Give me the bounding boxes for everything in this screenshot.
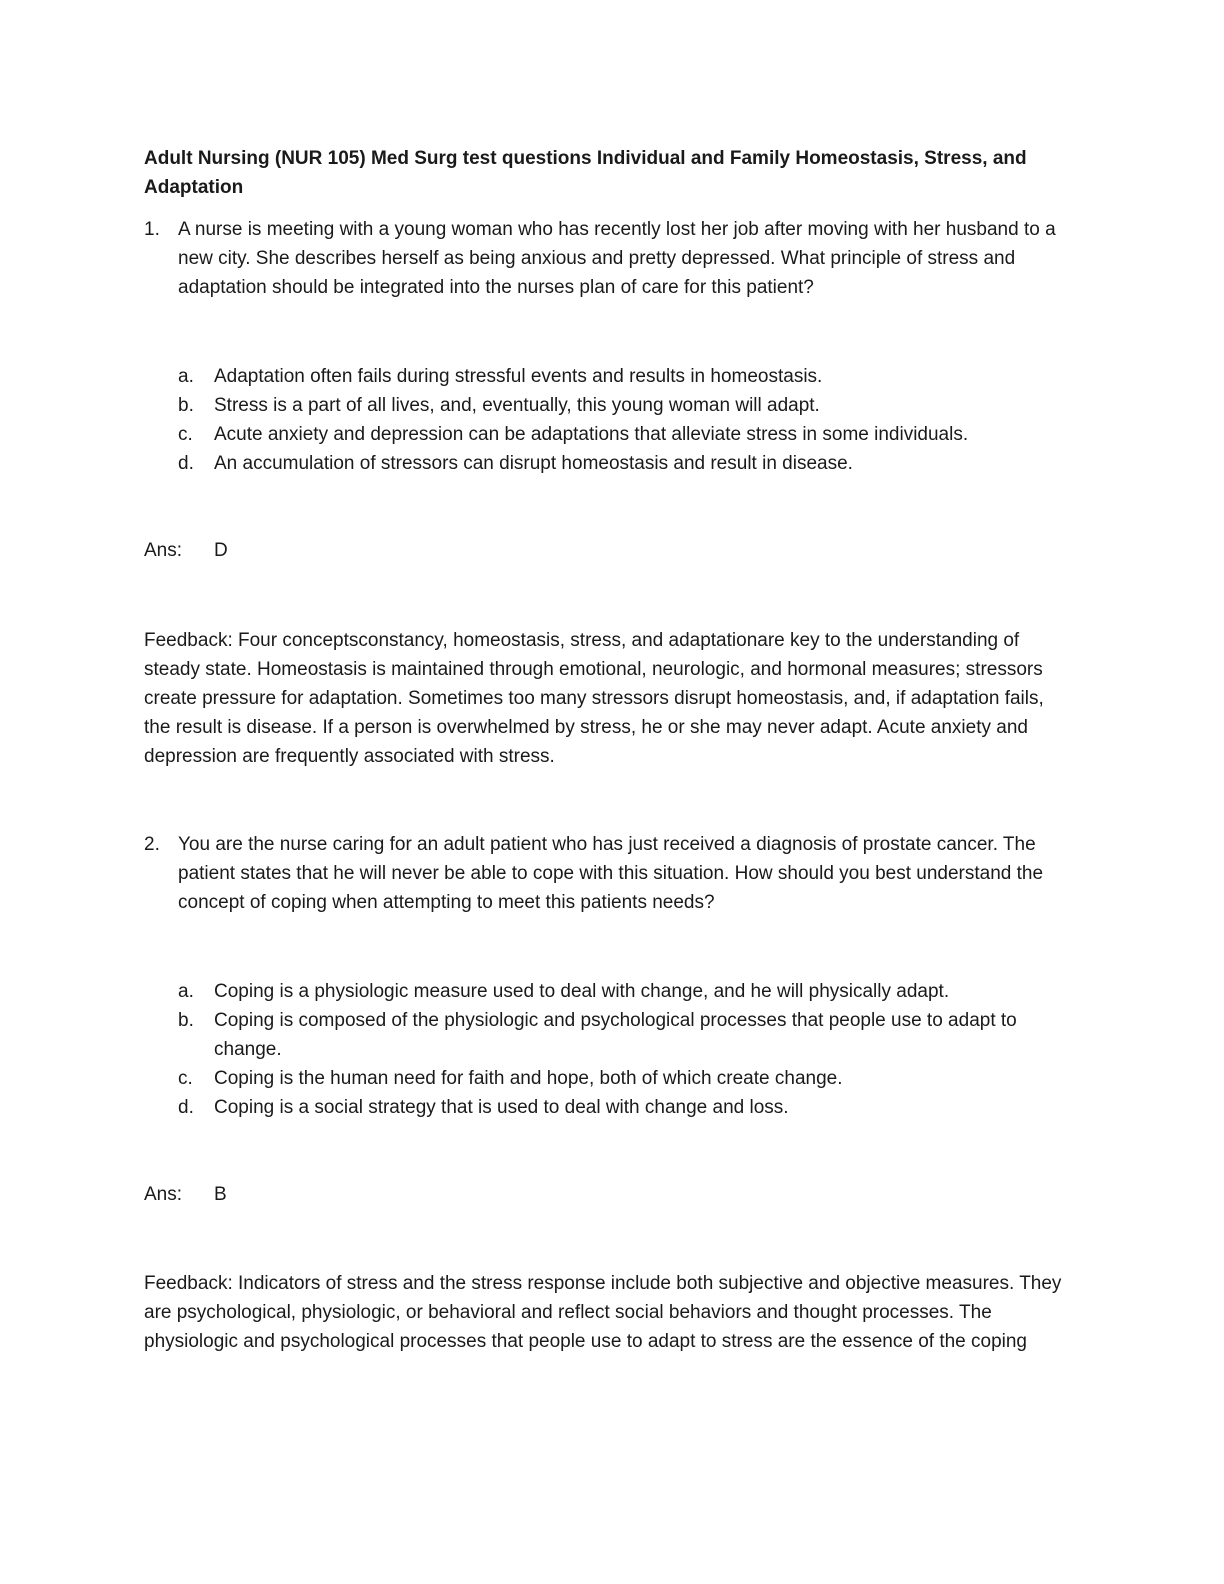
answer-label: Ans: — [144, 1184, 183, 1205]
option-letter: d. — [178, 1097, 194, 1118]
option-text: Stress is a part of all lives, and, eventually, this young woman will adapt. — [214, 395, 820, 416]
option-a — [144, 362, 1074, 391]
option-letter: a. — [178, 366, 194, 387]
answer-2 — [144, 1180, 227, 1209]
question-text: A nurse is meeting with a young woman who has recently lost her job after moving with her husband to a new city. She describes herself as being anxious and pretty depressed. What principle of stress and adaptation should be integrated into the nurses plan of care for this patient? — [178, 219, 1056, 298]
answer-value: D — [214, 540, 228, 561]
option-d — [144, 1093, 1074, 1122]
option-a — [144, 977, 1074, 1006]
option-text: Coping is composed of the physiologic and psychological processes that people use to adapt to change. — [214, 1010, 1017, 1060]
option-c — [144, 420, 1074, 449]
question-1-options — [144, 362, 1074, 478]
feedback-1: Feedback: Four conceptsconstancy, homeostasis, stress, and adaptationare key to the understanding of steady state. Homeostasis is maintained through emotional, neurologic, and hormonal measures; stressors create pressure for adaptation. Sometimes too many stressors disrupt homeostasis, and, if adaptation fails, the result is disease. If a person is overwhelmed by stress, he or she may never adapt. Acute anxiety and depression are frequently associated with stress. — [144, 630, 1044, 767]
option-text: Adaptation often fails during stressful events and results in homeostasis. — [214, 366, 823, 387]
option-text: An accumulation of stressors can disrupt homeostasis and result in disease. — [214, 453, 853, 474]
question-number: 1. — [144, 219, 160, 240]
question-1 — [144, 215, 1074, 302]
answer-value: B — [214, 1184, 227, 1205]
option-c — [144, 1064, 1074, 1093]
option-text: Acute anxiety and depression can be adaptations that alleviate stress in some individuals. — [214, 424, 969, 445]
document-title: Adult Nursing (NUR 105) Med Surg test questions Individual and Family Homeostasis, Stress, and Adaptation — [144, 148, 1027, 198]
option-letter: b. — [178, 395, 194, 416]
question-2-options — [144, 977, 1074, 1122]
option-letter: b. — [178, 1010, 194, 1031]
answer-1 — [144, 536, 228, 565]
option-letter: c. — [178, 1068, 193, 1089]
option-b — [144, 1006, 1074, 1064]
option-text: Coping is a physiologic measure used to deal with change, and he will physically adapt. — [214, 981, 950, 1002]
option-letter: a. — [178, 981, 194, 1002]
question-text: You are the nurse caring for an adult patient who has just received a diagnosis of prostate cancer. The patient states that he will never be able to cope with this situation. How should you best understand the concept of coping when attempting to meet this patients needs? — [178, 834, 1044, 913]
option-letter: c. — [178, 424, 193, 445]
option-text: Coping is a social strategy that is used to deal with change and loss. — [214, 1097, 789, 1118]
option-text: Coping is the human need for faith and hope, both of which create change. — [214, 1068, 843, 1089]
question-2 — [144, 830, 1074, 917]
answer-label: Ans: — [144, 540, 183, 561]
question-number: 2. — [144, 834, 160, 855]
option-letter: d. — [178, 453, 194, 474]
feedback-2: Feedback: Indicators of stress and the stress response include both subjective and objective measures. They are psychological, physiologic, or behavioral and reflect social behaviors and thought processes. The physiologic and psychological processes that people use to adapt to stress are the essence of the coping — [144, 1273, 1062, 1352]
option-b — [144, 391, 1074, 420]
option-d — [144, 449, 1074, 478]
